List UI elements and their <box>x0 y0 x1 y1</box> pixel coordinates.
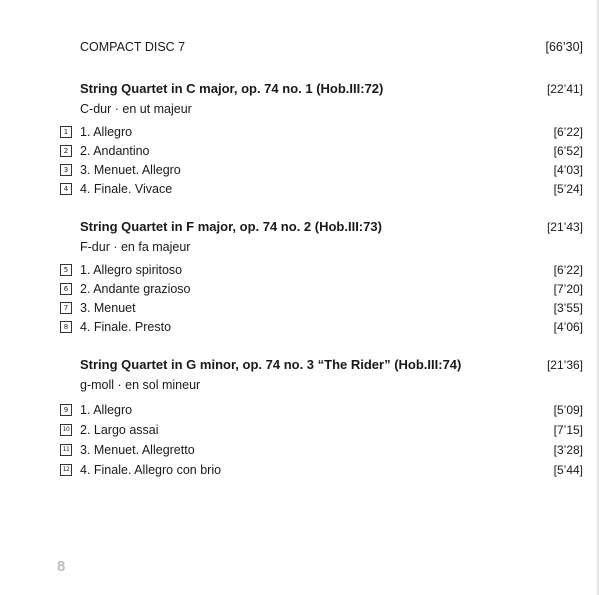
track-duration: [3’28] <box>553 443 583 457</box>
track-duration: [4’06] <box>553 320 583 334</box>
work-subtitle: C-dur · en ut majeur <box>80 102 192 116</box>
track-title: 2. Andantino <box>80 144 150 158</box>
track-title: 1. Allegro <box>80 403 133 417</box>
track-title: 2. Andante grazioso <box>80 282 191 296</box>
track-number-box: 5 <box>60 264 72 276</box>
track-number-box: 10 <box>60 424 72 436</box>
track-title: 4. Finale. Allegro con brio <box>80 463 222 477</box>
track-duration: [6’22] <box>553 125 583 139</box>
track-title: 3. Menuet. Allegro <box>80 163 181 177</box>
track-row <box>0 263 599 281</box>
work-subtitle: F-dur · en fa majeur <box>80 240 191 254</box>
track-duration: [6’22] <box>553 263 583 277</box>
work-title <box>80 219 583 237</box>
track-number-box: 3 <box>60 164 72 176</box>
track-duration: [3’55] <box>553 301 583 315</box>
track-number-box: 6 <box>60 283 72 295</box>
track-duration: [5’09] <box>553 403 583 417</box>
track-duration: [7’20] <box>553 282 583 296</box>
track-row <box>0 423 599 441</box>
work-title <box>80 357 583 375</box>
track-number-box: 2 <box>60 145 72 157</box>
work-duration: [21’43] <box>546 220 583 234</box>
track-number-box: 7 <box>60 302 72 314</box>
track-row <box>0 182 599 200</box>
track-row <box>0 320 599 338</box>
track-number-box: 9 <box>60 404 72 416</box>
track-number-box: 4 <box>60 183 72 195</box>
track-row <box>0 403 599 421</box>
track-row <box>0 125 599 143</box>
track-title: 1. Allegro <box>80 125 133 139</box>
work-title-text: String Quartet in F major, op. 74 no. 2 (Hob.III:73) <box>80 219 382 234</box>
track-number-box: 11 <box>60 444 72 456</box>
track-duration: [5’24] <box>553 182 583 196</box>
track-title: 2. Largo assai <box>80 423 159 437</box>
track-row <box>0 301 599 319</box>
disc-title: COMPACT DISC 7 <box>80 40 186 54</box>
track-duration: [6’52] <box>553 144 583 158</box>
page-number: 8 <box>57 558 66 575</box>
track-row <box>0 144 599 162</box>
track-duration: [4’03] <box>553 163 583 177</box>
track-number-box: 12 <box>60 464 72 476</box>
track-duration: [7’15] <box>553 423 583 437</box>
disc-duration: [66’30] <box>545 40 583 54</box>
track-title: 3. Menuet. Allegretto <box>80 443 195 457</box>
disc-header <box>80 40 583 58</box>
track-number-box: 1 <box>60 126 72 138</box>
work-subtitle: g-moll · en sol mineur <box>80 378 201 392</box>
work-title-text: String Quartet in G minor, op. 74 no. 3 “The Rider” (Hob.III:74) <box>80 357 462 372</box>
work-title <box>80 81 583 99</box>
track-duration: [5’44] <box>553 463 583 477</box>
track-row <box>0 282 599 300</box>
track-title: 4. Finale. Vivace <box>80 182 173 196</box>
work-title-text: String Quartet in C major, op. 74 no. 1 (Hob.III:72) <box>80 81 384 96</box>
track-number-box: 8 <box>60 321 72 333</box>
track-row <box>0 443 599 461</box>
track-title: 4. Finale. Presto <box>80 320 172 334</box>
work-duration: [22’41] <box>546 82 583 96</box>
track-title: 1. Allegro spiritoso <box>80 263 183 277</box>
track-row <box>0 463 599 481</box>
track-row <box>0 163 599 181</box>
track-title: 3. Menuet <box>80 301 136 315</box>
work-duration: [21’36] <box>546 358 583 372</box>
